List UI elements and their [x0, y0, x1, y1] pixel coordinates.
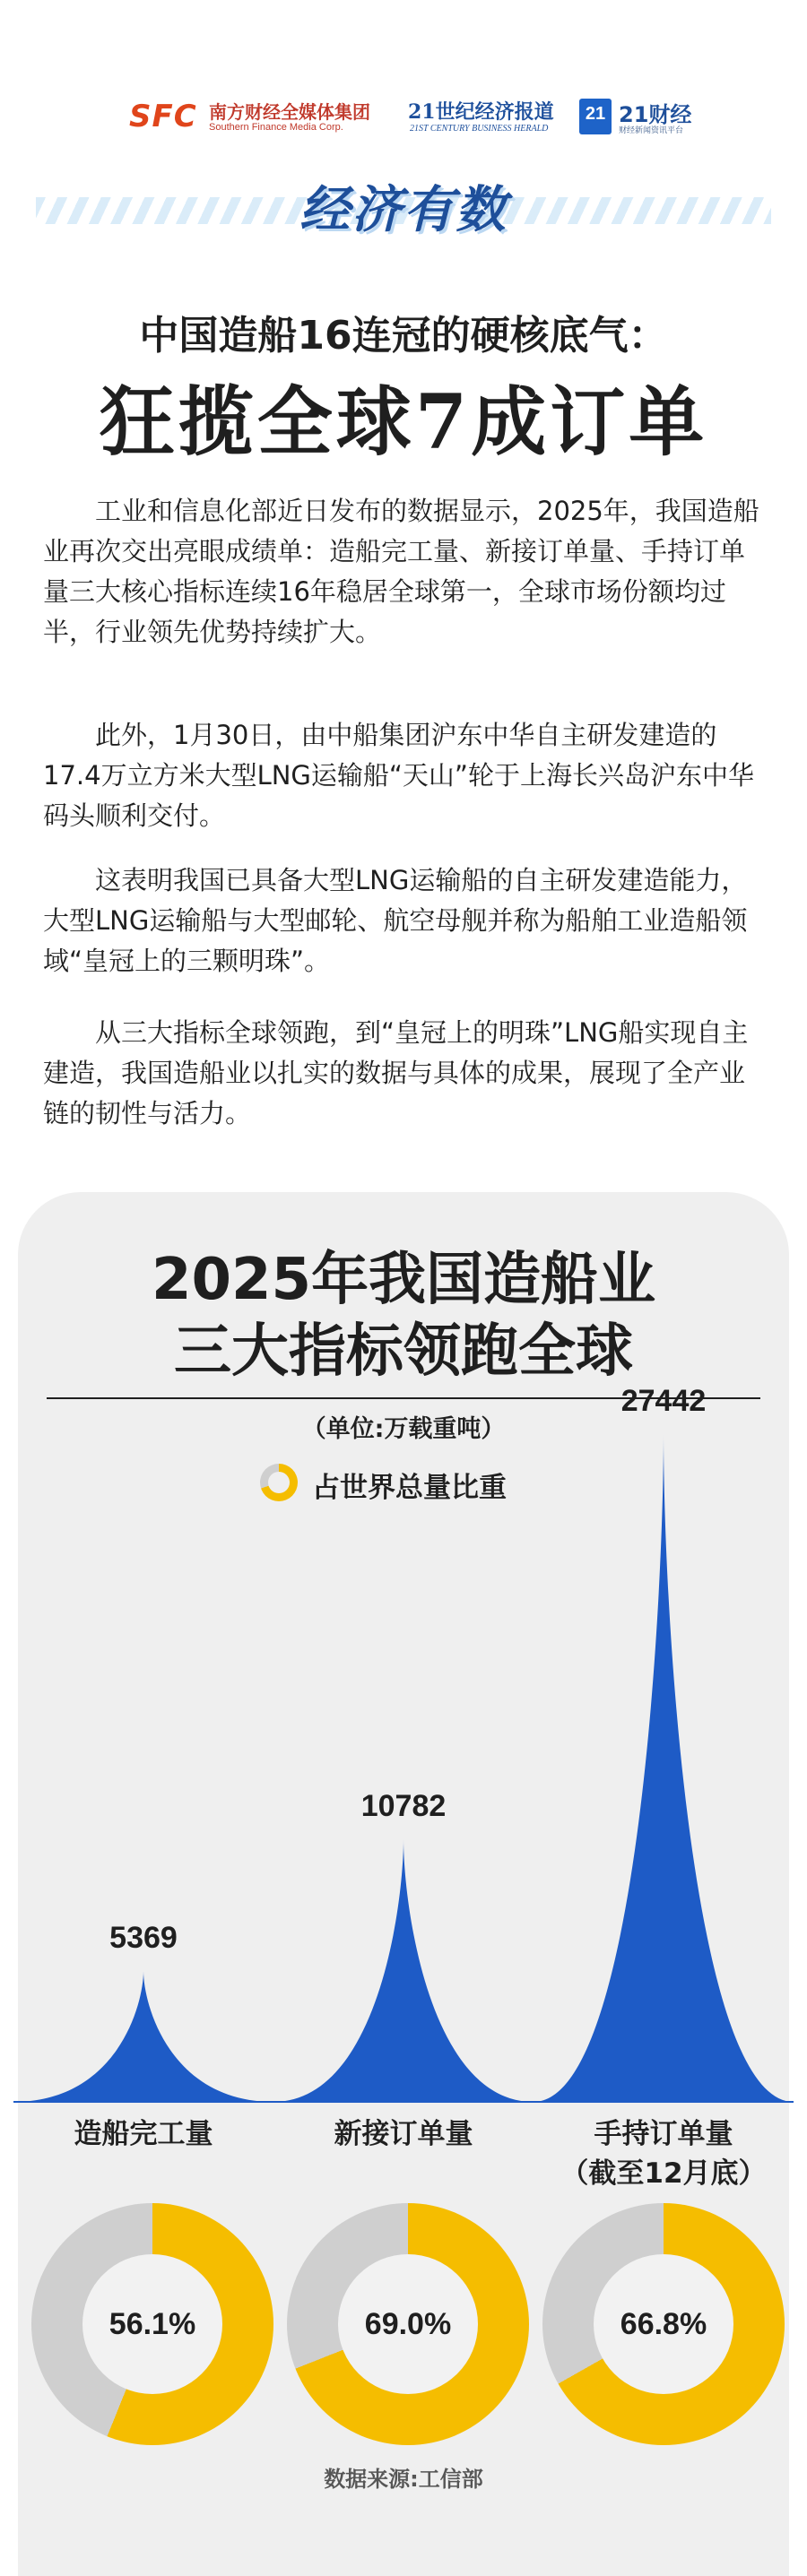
share-label-holding-orders: 66.8% — [620, 2306, 707, 2341]
headline-line1: 中国造船16连冠的硬核底气： — [139, 313, 668, 359]
category-sublabel-holding-orders: （截至12月底） — [560, 2157, 767, 2190]
paragraph-4: 从三大指标全球领跑，到“皇冠上的明珠”LNG船实现自主建造，我国造船业以扎实的数据与具体的成果，展现了全产业链的韧性与活力。 — [43, 1017, 749, 1128]
sfc-logo: SFC — [129, 99, 197, 134]
caijing-badge: 21 — [579, 99, 612, 134]
chart-title-line2: 三大指标领跑全球 — [174, 1318, 633, 1385]
legend-label: 占世界总量比重 — [312, 1472, 507, 1504]
chart-unit: （单位:万载重吨） — [301, 1415, 506, 1443]
caijing-subtitle: 财经新闻资讯平台 — [619, 126, 684, 135]
share-label-new-orders: 69.0% — [364, 2306, 452, 2341]
sfc-name-cn: 南方财经全媒体集团 — [209, 101, 370, 123]
spike-holding-orders — [534, 1434, 794, 2102]
donut-hole — [594, 2254, 733, 2394]
value-label-new-orders: 10782 — [360, 1789, 447, 1824]
paragraph-1: 工业和信息化部近日发布的数据显示，2025年，我国造船业再次交出亮眼成绩单：造船完工量、新接订单量、手持订单量三大核心指标连续16年稳居全球第一，全球市场份额均过半，行业领先优势持续扩大。 — [43, 496, 759, 647]
chart-title-line1: 2025年我国造船业 — [151, 1247, 656, 1313]
paragraph-2: 此外，1月30日，由中船集团沪东中华自主研发建造的17.4万立方米大型LNG运输船“天山”轮于上海长兴岛沪东中华码头顺利交付。 — [43, 720, 754, 831]
banner-title: 经济有数 — [299, 181, 508, 239]
category-label-completed: 造船完工量 — [74, 2118, 213, 2150]
paragraph-3: 这表明我国已具备大型LNG运输船的自主研发建造能力，大型LNG运输船与大型邮轮、航空母舰并称为船舶工业造船领域“皇冠上的三颗明珠”。 — [43, 865, 748, 976]
herald-logo-en: 21ST CENTURY BUSINESS HERALD — [410, 124, 549, 134]
spike-completed — [13, 1971, 273, 2102]
value-label-holding-orders: 27442 — [620, 1384, 707, 1418]
share-label-completed: 56.1% — [108, 2306, 196, 2341]
herald-logo-cn: 21世纪经济报道 — [408, 100, 554, 124]
data-source: 数据来源:工信部 — [324, 2467, 483, 2492]
share-donut-holding-orders — [542, 2203, 785, 2445]
category-label-new-orders: 新接订单量 — [334, 2118, 473, 2150]
donut-hole — [82, 2254, 222, 2394]
share-donut-new-orders — [287, 2203, 529, 2445]
category-label-holding-orders: 手持订单量 — [594, 2118, 733, 2150]
caijing-logo: 21财经 — [619, 102, 692, 127]
spike-new-orders — [273, 1839, 534, 2102]
value-label-completed: 5369 — [109, 1921, 178, 1956]
sfc-name-en: Southern Finance Media Corp. — [209, 122, 343, 133]
headline-line2: 狂揽全球7成订单 — [99, 377, 708, 466]
donut-hole — [338, 2254, 478, 2394]
share-donut-completed — [31, 2203, 273, 2445]
